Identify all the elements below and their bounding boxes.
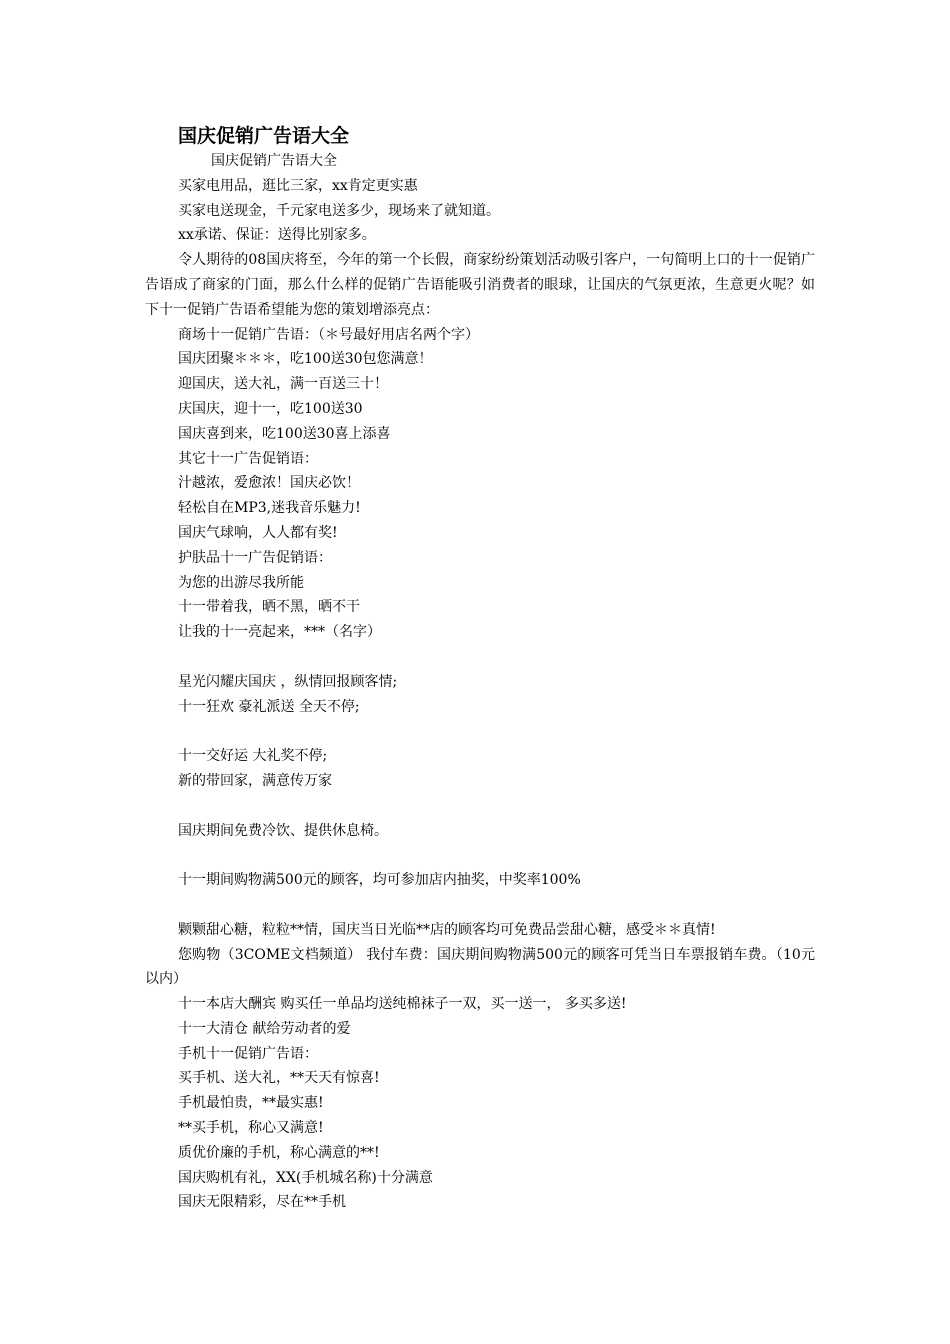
paragraph: 买家电用品，逛比三家，xx肯定更实惠 xyxy=(178,177,418,194)
blank-line xyxy=(145,645,815,670)
slogan: 买手机、送大礼，**天天有惊喜! xyxy=(178,1070,380,1087)
slogan: 为您的出游尽我所能 xyxy=(178,574,304,591)
slogan: 轻松自在MP3,迷我音乐魅力! xyxy=(178,500,361,517)
slogan: 迎国庆，送大礼，满一百送三十！ xyxy=(178,376,388,393)
slogan: 十一带着我，晒不黑，晒不干 xyxy=(178,599,360,616)
intro-paragraph: 令人期待的08国庆将至，今年的第一个长假，商家纷纷策划活动吸引客户，一句简明上口的十一促销广告语成了商家的门面，那么什么样的促销广告语能吸引消费者的眼球，让国庆的气氛更浓，生意更火呢？如下十一促销广告语希望能为您的策划增添亮点： xyxy=(145,252,815,318)
section-heading-skincare: 护肤品十一广告促销语： xyxy=(178,549,332,566)
slogan: 十一期间购物满500元的顾客，均可参加店内抽奖，中奖率100% xyxy=(178,872,581,889)
slogan: 十一大清仓 献给劳动者的爱 xyxy=(178,1020,351,1037)
slogan: 星光闪耀庆国庆 ，纵情回报顾客情; xyxy=(178,673,398,690)
slogan: 十一狂欢 豪礼派送 全天不停; xyxy=(178,698,360,715)
slogan: 国庆期间免费冷饮、提供休息椅。 xyxy=(178,822,388,839)
document-subtitle: 国庆促销广告语大全 xyxy=(211,153,337,169)
blank-line xyxy=(145,719,815,744)
slogan: 国庆气球响，人人都有奖! xyxy=(178,524,338,541)
slogan: 质优价廉的手机，称心满意的**! xyxy=(178,1144,380,1161)
slogan: 国庆团聚＊＊＊，吃100送30包您满意！ xyxy=(178,351,433,368)
slogan: 国庆购机有礼，XX(手机城名称)十分满意 xyxy=(178,1169,433,1186)
slogan: 手机最怕贵，**最实惠! xyxy=(178,1095,324,1112)
slogan: 十一本店大酬宾 购买任一单品均送纯棉袜子一双，买一送一， 多买多送! xyxy=(178,996,627,1013)
document-body xyxy=(145,149,815,1215)
section-heading-phone: 手机十一促销广告语： xyxy=(178,1045,318,1062)
slogan: 新的带回家，满意传万家 xyxy=(178,772,332,789)
slogan: 十一交好运 大礼奖不停; xyxy=(178,748,328,765)
document-title: 国庆促销广告语大全 xyxy=(178,125,350,147)
slogan-wrapped: 您购物（3COME文档频道） 我付车费：国庆期间购物满500元的顾客可凭当日车票报销车费。（10元以内） xyxy=(145,946,815,988)
slogan: 颗颗甜心糖，粒粒**情，国庆当日光临**店的顾客均可免费品尝甜心糖，感受＊＊真情! xyxy=(178,921,716,938)
paragraph: 买家电送现金，千元家电送多少，现场来了就知道。 xyxy=(178,202,500,219)
blank-line xyxy=(145,843,815,868)
slogan: 国庆无限精彩，尽在**手机 xyxy=(178,1194,346,1211)
slogan: 汁越浓，爱愈浓！国庆必饮！ xyxy=(178,475,360,492)
slogan: **买手机，称心又满意! xyxy=(178,1120,324,1137)
slogan: 让我的十一亮起来，***（名字） xyxy=(178,624,381,641)
section-heading-mall: 商场十一促销广告语：（＊号最好用店名两个字） xyxy=(178,326,479,343)
slogan: 庆国庆，迎十一，吃100送30 xyxy=(178,400,363,417)
paragraph: xx承诺、保证：送得比别家多。 xyxy=(178,227,376,244)
slogan: 国庆喜到来，吃100送30喜上添喜 xyxy=(178,425,391,442)
section-heading-other: 其它十一广告促销语： xyxy=(178,450,318,467)
blank-line xyxy=(145,893,815,918)
blank-line xyxy=(145,794,815,819)
